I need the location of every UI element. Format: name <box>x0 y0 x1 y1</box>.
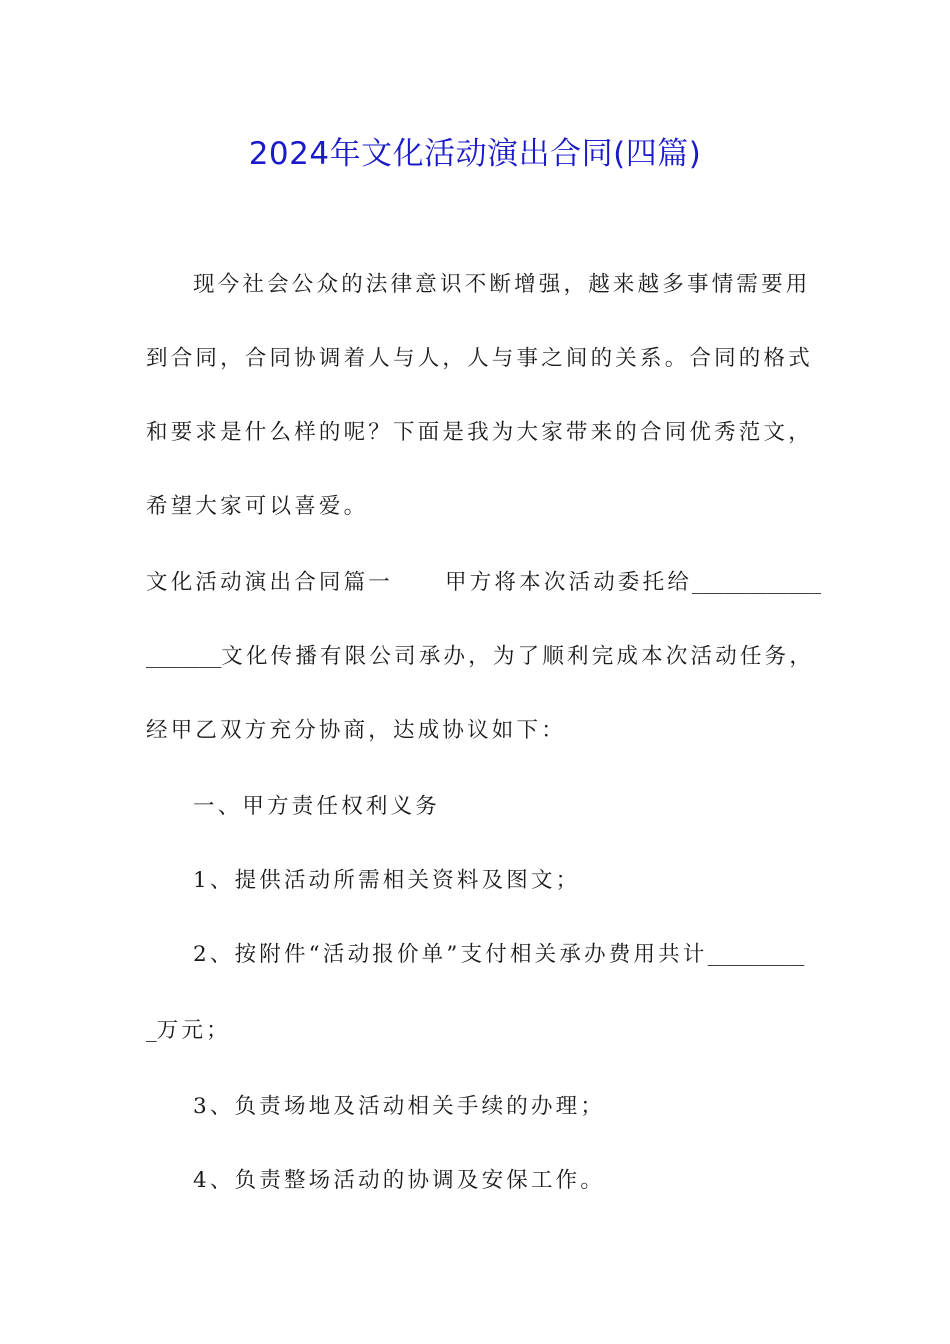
party-a-item-3: 3、负责场地及活动相关手续的办理； <box>193 1094 606 1119</box>
section-1-line-1 <box>146 568 822 598</box>
intro-line-1: 现今社会公众的法律意识不断增强，越来越多事情需要用 <box>193 272 811 297</box>
intro-line-3: 和要求是什么样的呢？下面是我为大家带来的合同优秀范文， <box>146 420 813 445</box>
item-text: 2、按附件“活动报价单”支付相关承办费用共计 <box>193 942 708 967</box>
fill-in-blank: _________ <box>707 942 805 967</box>
party-a-item-4: 4、负责整场活动的协调及安保工作。 <box>193 1168 606 1193</box>
section-1-line-3: 经甲乙双方充分协商，达成协议如下： <box>146 718 566 743</box>
item-text: 万元； <box>156 1018 231 1043</box>
fill-in-blank: ____________ <box>692 570 822 595</box>
party-a-item-2-cont <box>146 1016 810 1046</box>
section-1-text: 甲方将本次活动委托给 <box>445 570 693 595</box>
intro-line-4: 希望大家可以喜爱。 <box>146 494 369 519</box>
party-a-item-1: 1、提供活动所需相关资料及图文； <box>193 868 581 893</box>
party-a-heading: 一、甲方责任权利义务 <box>193 794 441 819</box>
party-a-item-2 <box>193 940 813 970</box>
fill-in-blank: _ <box>146 1018 157 1043</box>
intro-line-2: 到合同，合同协调着人与人，人与事之间的关系。合同的格式 <box>146 346 813 371</box>
section-1-line-2 <box>146 642 815 672</box>
fill-in-blank: _______ <box>146 644 222 669</box>
section-heading: 文化活动演出合同篇一 <box>146 570 394 595</box>
document-title: 2024年文化活动演出合同(四篇) <box>248 136 702 172</box>
section-1-text: 文化传播有限公司承办，为了顺利完成本次活动任务， <box>221 644 815 669</box>
